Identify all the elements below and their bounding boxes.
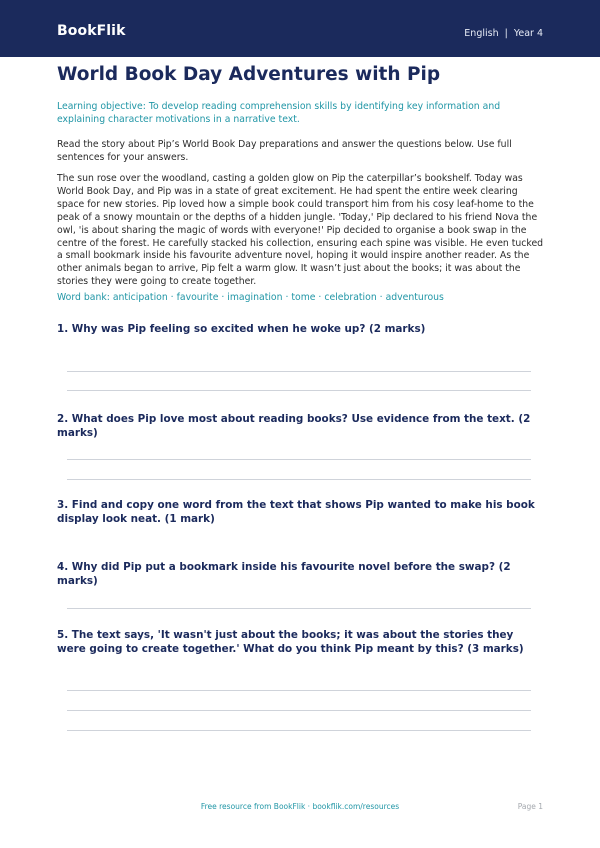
meta-separator: | [504, 28, 508, 39]
word-bank: Word bank: anticipation · favourite · imagination · tome · celebration · adventurous [57, 292, 444, 303]
answer-line[interactable] [67, 690, 531, 691]
question-5: 5. The text says, 'It wasn't just about the books; it was about the stories they were going to create together.' What do you think Pip meant by this? (3 marks) [57, 629, 524, 655]
question-2: 2. What does Pip love most about reading books? Use evidence from the text. (2 marks) [57, 413, 531, 439]
answer-line[interactable] [67, 459, 531, 460]
worksheet-title: World Book Day Adventures with Pip [57, 64, 441, 85]
answer-line[interactable] [67, 371, 531, 372]
question-3: 3. Find and copy one word from the text that shows Pip wanted to make his book display look neat. (1 mark) [57, 499, 535, 525]
brand-logo-text: BookFlik [57, 23, 126, 39]
story-passage: The sun rose over the woodland, casting a golden glow on Pip the caterpillar’s bookshelf. Today was World Book Day, and Pip was in a state of great excitement. He had spent the entire week clearing space for new stories. Pip loved how a simple book could transport him from his cosy leaf-home to the peak of a snowy mountain or the depths of a hidden jungle. 'Today,' Pip declared to his friend Nova the owl, 'is about sharing the magic of words with everyone!' Pip decided to organise a book swap in the centre of the forest. He carefully stacked his collection, ensuring each spine was visible. He even tucked a small bookmark inside his favourite adventure novel, hoping it would inspire another reader. As the other animals began to arrive, Pip felt a warm glow. It wasn’t just about the books; it was about the stories they were going to create together. [57, 173, 544, 288]
question-1: 1. Why was Pip feeling so excited when he woke up? (2 marks) [57, 323, 426, 335]
question-4: 4. Why did Pip put a bookmark inside his favourite novel before the swap? (2 marks) [57, 561, 511, 587]
header-bar [0, 0, 600, 57]
answer-line[interactable] [67, 390, 531, 391]
answer-line[interactable] [67, 730, 531, 731]
subject-label: English [464, 28, 499, 39]
answer-line[interactable] [67, 710, 531, 711]
subject-year-label [464, 28, 543, 39]
answer-line[interactable] [67, 479, 531, 480]
instructions-text: Read the story about Pip’s World Book Day preparations and answer the questions below. Use full sentences for your answers. [57, 139, 512, 163]
page-number: Page 1 [517, 802, 543, 811]
answer-line[interactable] [67, 608, 531, 609]
learning-objective: Learning objective: To develop reading comprehension skills by identifying key information and explaining character motivations in a narrative text. [57, 101, 501, 125]
year-label: Year 4 [513, 28, 543, 39]
footer-credit: Free resource from BookFlik · bookflik.com/resources [200, 802, 400, 811]
